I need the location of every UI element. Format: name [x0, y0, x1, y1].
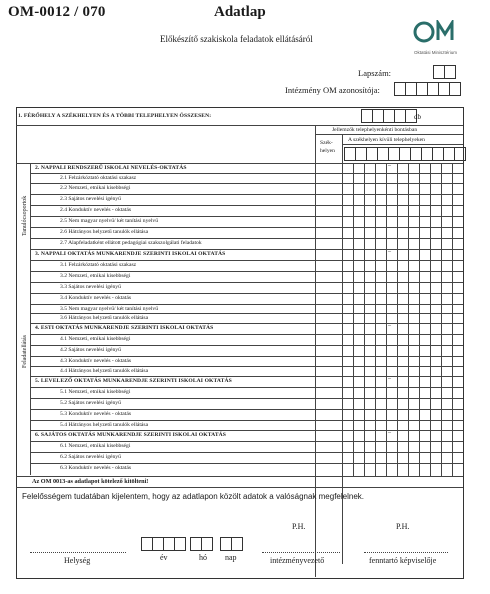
year-label: év [160, 553, 168, 562]
table-row-line [30, 366, 463, 367]
table-row-line [30, 345, 463, 346]
table-row-line [30, 282, 463, 283]
list-item: 6.2 Sajátos nevelési igényű [60, 454, 121, 460]
list-item: 5.1 Nemzeti, etnikai kisebbségi [60, 389, 131, 395]
ministry-logo-icon [408, 20, 462, 54]
place-label: Helység [64, 556, 91, 565]
section-4-title: 4. ESTI OKTATÁS MUNKARENDJE SZERINTI ISKOLAI OKTATÁS [35, 325, 214, 331]
section-6-title: 6. SAJÁTOS OKTATÁS MUNKARENDJE SZERINTI ISKOLAI OKTATÁS [35, 432, 227, 438]
list-item: 4.1 Nemzeti, etnikai kisebbségi [60, 336, 131, 342]
table-row-line [30, 387, 463, 388]
table-row-line [30, 420, 463, 421]
list-item: 5.4 Hátrányos helyzetű tanulók ellátása [60, 422, 149, 428]
column-header: Jellemzők telephelyenkénti bontásban [332, 127, 418, 133]
table-row-line [30, 238, 463, 239]
logo-text: Oktatási Minisztérium [414, 50, 458, 55]
list-item: 2.4 Konduktív nevelés - oktatás [60, 207, 131, 213]
table-row-line [30, 452, 463, 453]
column-seat-header: Szék-helyen [320, 140, 335, 154]
page-title: Adatlap [214, 4, 266, 20]
table-row-line [30, 293, 463, 294]
month-label: hó [199, 553, 207, 562]
day-label: nap [225, 553, 237, 562]
section-1-label: 1. FÉRŐHELY A SZÉKHELYEN ÉS A TÖBBI TELEPHELYEN ÖSSZESEN: [18, 113, 212, 119]
list-item: 2.7 Alapfeladatként ellátott pedagógiai szakszolgálati feladatok [60, 240, 202, 246]
month-field[interactable] [190, 537, 213, 551]
list-item: 3.1 Felzárkóztató oktatási szakasz [60, 262, 137, 268]
list-item: 3.4 Konduktív nevelés - oktatás [60, 295, 131, 301]
table-col-line [353, 163, 354, 476]
table-row-line [30, 194, 463, 195]
table-col-line [419, 163, 420, 476]
list-item: 3.5 Nem magyar nyelvű/ két tanítási nyelvű [60, 306, 159, 312]
list-item: 2.3 Sajátos nevelési igényű [60, 196, 121, 202]
side-label-tasks: Feladatellátás [22, 335, 28, 368]
section-5-title: 5. LEVELEZŐ OKTATÁS MUNKARENDJE SZERINTI ISKOLAI OKTATÁS [35, 378, 232, 384]
form-code: OM-0012 / 070 [8, 4, 106, 20]
list-item: 4.4 Hátrányos helyzetű tanulók ellátása [60, 368, 149, 374]
table-row-line [30, 173, 463, 174]
table-row-line [30, 183, 463, 184]
table-row-line [30, 227, 463, 228]
section-3-title: 3. NAPPALI OKTATÁS MUNKARENDJE SZERINTI ISKOLAI OKTATÁS [35, 251, 226, 257]
column-other-header: A székhelyen kívüli telephelyeken [348, 137, 425, 143]
table-row-line [30, 356, 463, 357]
unit-label: db [414, 113, 421, 121]
list-item: 3.3 Sajátos nevelési igényű [60, 284, 121, 290]
list-item: 5.2 Sajátos nevelési igényű [60, 400, 121, 406]
table-row-line [30, 376, 463, 377]
site-code-boxes[interactable] [344, 147, 466, 161]
table-row-line [30, 463, 463, 464]
list-item: 5.3 Konduktív nevelés - oktatás [60, 411, 131, 417]
sponsor-signature-label: fenntartó képviselője [369, 556, 437, 565]
table-row-line [30, 216, 463, 217]
list-item: 6.3 Konduktív nevelés - oktatás [60, 465, 131, 471]
head-signature-label: intézményvezető [270, 556, 325, 565]
table-col-line [452, 163, 453, 476]
table-col-line [364, 163, 365, 476]
stamp-label-head: P.H. [292, 522, 306, 531]
om-id-label: Intézmény OM azonosítója: [285, 85, 380, 95]
list-item: 6.1 Nemzeti, etnikai kisebbségi [60, 443, 131, 449]
table-row-line [30, 304, 463, 305]
table-row-line [30, 249, 463, 250]
page-subtitle: Előkészítő szakiskola feladatok ellátásáról [160, 34, 313, 44]
list-item: 3.6 Hátrányos helyzetű tanulók ellátása [60, 315, 149, 321]
table-row-line [30, 398, 463, 399]
list-item: 2.1 Felzárkóztató oktatási szakasz [60, 175, 137, 181]
table-row-line [30, 205, 463, 206]
declaration-text: Felelősségem tudatában kijelentem, hogy az adatlapon közölt adatok a valóságnak megfelelnek. [22, 492, 364, 501]
capacity-total-field[interactable] [361, 109, 417, 123]
table-row-line [30, 260, 463, 261]
year-field[interactable] [141, 537, 186, 551]
sheet-number-label: Lapszám: [358, 68, 392, 78]
table-col-line [441, 163, 442, 476]
table-row-line [30, 334, 463, 335]
table-col-line [430, 163, 431, 476]
table-row-line [30, 271, 463, 272]
table-row-line [30, 313, 463, 314]
day-field[interactable] [220, 537, 243, 551]
footer-note: Az OM 0013-as adatlapot kötelező kitölteni! [32, 478, 149, 485]
table-row-line [30, 441, 463, 442]
om-id-field[interactable] [394, 82, 461, 96]
list-item: 2.5 Nem magyar nyelvű/ két tanítási nyelvű [60, 218, 159, 224]
table-col-line [397, 163, 398, 476]
list-item: 2.6 Hátrányos helyzetű tanulók ellátása [60, 229, 149, 235]
stamp-label-sponsor: P.H. [396, 522, 410, 531]
list-item: 2.2 Nemzeti, etnikai kisebbségi [60, 185, 131, 191]
table-col-line [386, 163, 387, 476]
table-col-line [375, 163, 376, 476]
list-item: 4.3 Konduktív nevelés - oktatás [60, 358, 131, 364]
section-2-title: 2. NAPPALI RENDSZERŰ ISKOLAI NEVELÉS-OKTATÁS [35, 165, 187, 171]
list-item: 3.2 Nemzeti, etnikai kisebbségi [60, 273, 131, 279]
table-row-line [30, 430, 463, 431]
side-label-groups: Tanulócsoportok [22, 195, 28, 236]
table-row-line [30, 409, 463, 410]
sheet-number-field[interactable] [433, 65, 456, 79]
table-col-line [408, 163, 409, 476]
list-item: 4.2 Sajátos nevelési igényű [60, 347, 121, 353]
table-row-line [30, 323, 463, 324]
